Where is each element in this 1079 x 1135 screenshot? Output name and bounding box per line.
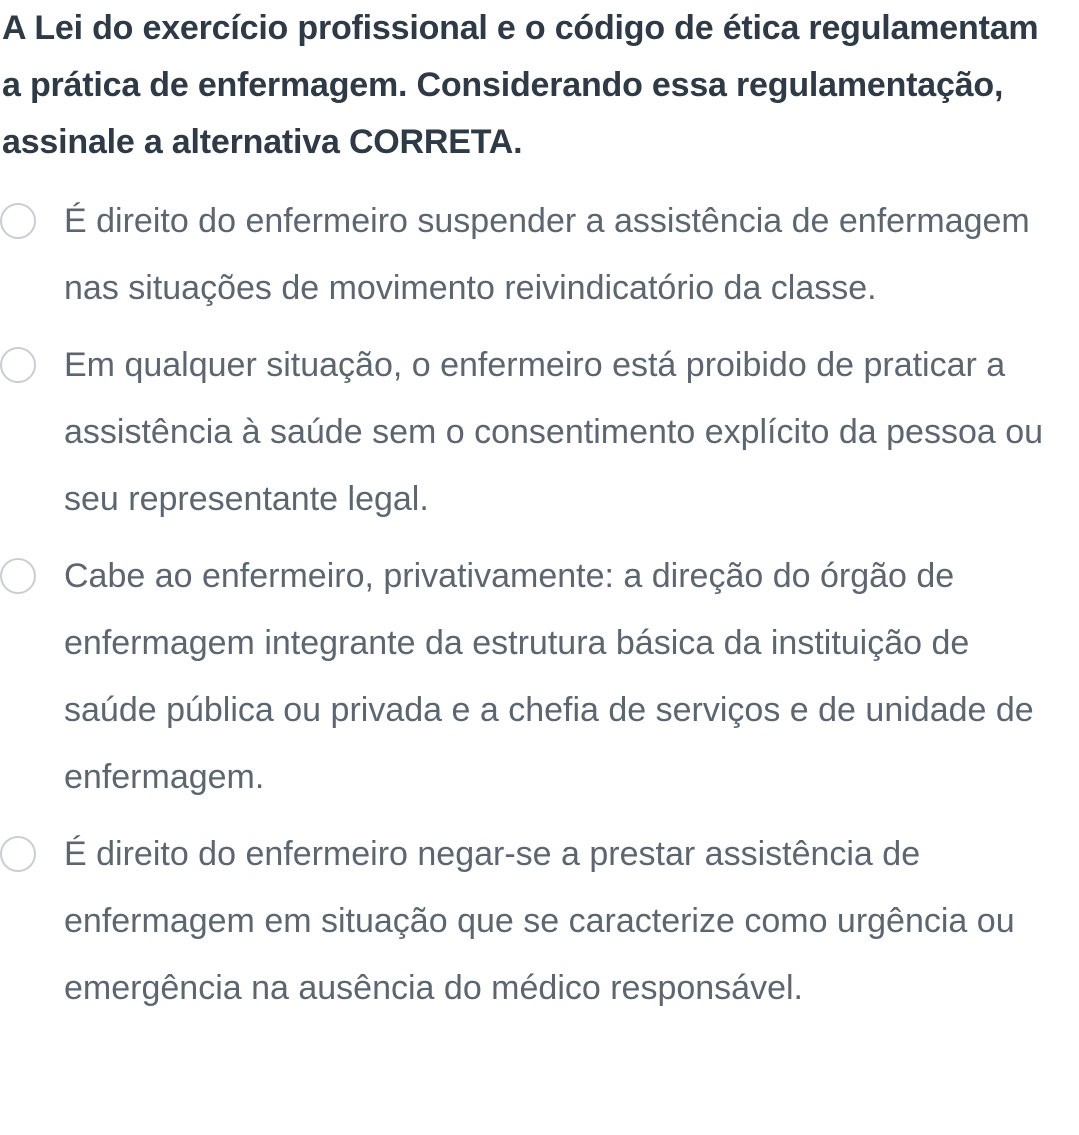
answer-option-3[interactable] — [0, 543, 1079, 811]
answer-options — [0, 188, 1079, 1030]
radio-button-4[interactable] — [0, 836, 36, 872]
question-text: A Lei do exercício profissional e o código de ética regulamentam a prática de enfermagem. Considerando essa regulamentação, assinale a alternativa CORRETA. — [2, 9, 1039, 161]
answer-option-3-text: Cabe ao enfermeiro, privativamente: a direção do órgão de enfermagem integrante da estrutura básica da instituição de saúde pública ou privada e a chefia de serviços e de unidade de enfermagem. — [64, 557, 1034, 796]
answer-option-4-text: É direito do enfermeiro negar-se a prestar assistência de enfermagem em situação que se caracterize como urgência ou emergência na ausência do médico responsável. — [64, 835, 1015, 1007]
radio-button-2[interactable] — [0, 347, 36, 383]
answer-option-1[interactable] — [0, 188, 1079, 322]
answer-option-4[interactable] — [0, 821, 1079, 1022]
radio-button-3[interactable] — [0, 558, 36, 594]
answer-option-1-text: É direito do enfermeiro suspender a assistência de enfermagem nas situações de movimento reivindicatório da classe. — [64, 202, 1030, 307]
answer-option-2[interactable] — [0, 332, 1079, 533]
answer-option-2-text: Em qualquer situação, o enfermeiro está proibido de praticar a assistência à saúde sem o consentimento explícito da pessoa ou seu representante legal. — [64, 346, 1044, 518]
radio-button-1[interactable] — [0, 203, 36, 239]
